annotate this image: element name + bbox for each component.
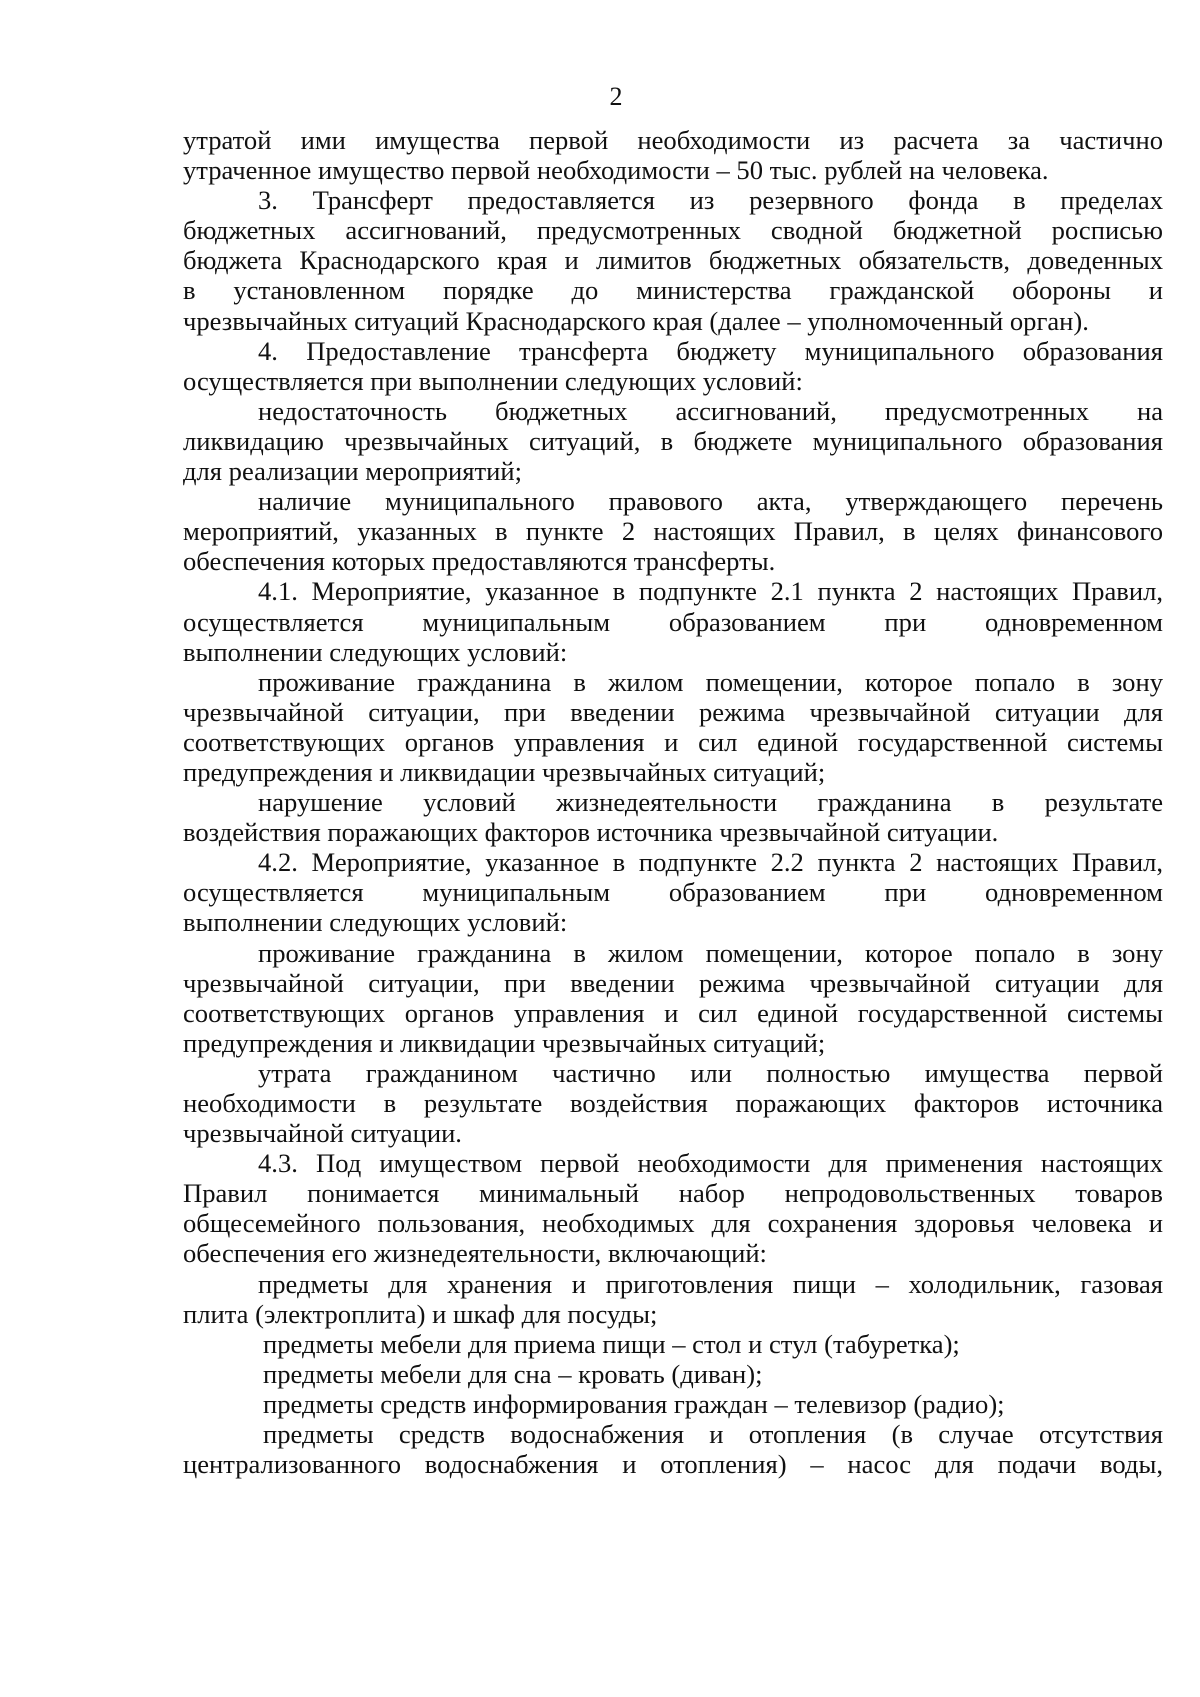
text-line: 3. Трансферт предоставляется из резервного фонда в пределах	[258, 185, 1163, 216]
text-line: бюджета Краснодарского края и лимитов бюджетных обязательств, доведенных	[183, 245, 1163, 276]
text-line: соответствующих органов управления и сил единой государственной системы	[183, 726, 1163, 757]
text-line: ликвидацию чрезвычайных ситуаций, в бюджете муниципального образования	[183, 425, 1163, 456]
text-line: мероприятий, указанных в пункте 2 настоящих Правил, в целях финансового	[183, 516, 1163, 547]
text-line: предметы мебели для приема пищи – стол и стул (табуретка);	[263, 1328, 960, 1359]
document-body	[183, 125, 1163, 1479]
text-line: 4. Предоставление трансферта бюджету муниципального образования	[258, 335, 1163, 366]
text-line: обеспечения его жизнедеятельности, включающий:	[183, 1238, 767, 1269]
text-line: общесемейного пользования, необходимых для сохранения здоровья человека и	[183, 1208, 1163, 1239]
text-line: утратой ими имущества первой необходимости из расчета за частично	[183, 125, 1163, 155]
text-line: выполнении следующих условий:	[183, 907, 568, 938]
text-line: недостаточность бюджетных ассигнований, предусмотренных на	[258, 395, 1163, 426]
text-line: предметы средств информирования граждан – телевизор (радио);	[263, 1388, 1005, 1419]
text-line: осуществляется муниципальным образованием при одновременном	[183, 877, 1163, 908]
text-line: предупреждения и ликвидации чрезвычайных ситуаций;	[183, 1027, 826, 1058]
text-line: чрезвычайной ситуации, при введении режима чрезвычайной ситуации для	[183, 696, 1163, 727]
text-line: предметы средств водоснабжения и отопления (в случае отсутствия	[263, 1419, 1163, 1450]
text-line: чрезвычайной ситуации, при введении режима чрезвычайной ситуации для	[183, 967, 1163, 998]
text-line: плита (электроплита) и шкаф для посуды;	[183, 1298, 658, 1329]
text-line: 4.1. Мероприятие, указанное в подпункте 2.1 пункта 2 настоящих Правил,	[258, 576, 1163, 607]
text-line: чрезвычайной ситуации.	[183, 1118, 462, 1149]
text-line: утраченное имущество первой необходимости – 50 тыс. рублей на человека.	[183, 155, 1049, 186]
text-line: наличие муниципального правового акта, утверждающего перечень	[258, 486, 1163, 517]
text-line: проживание гражданина в жилом помещении, которое попало в зону	[258, 666, 1163, 697]
text-line: чрезвычайных ситуаций Краснодарского края (далее – уполномоченный орган).	[183, 305, 1089, 336]
text-line: предметы мебели для сна – кровать (диван);	[263, 1358, 763, 1389]
text-line: 4.3. Под имуществом первой необходимости для применения настоящих	[258, 1148, 1163, 1179]
text-line: утрата гражданином частично или полностью имущества первой	[258, 1057, 1163, 1088]
text-line: в установленном порядке до министерства гражданской обороны и	[183, 275, 1163, 306]
text-line: обеспечения которых предоставляются трансферты.	[183, 546, 776, 577]
text-line: централизованного водоснабжения и отопления) – насос для подачи воды,	[183, 1449, 1163, 1480]
text-line: соответствующих органов управления и сил единой государственной системы	[183, 997, 1163, 1028]
text-line: для реализации мероприятий;	[183, 456, 522, 487]
text-line: осуществляется муниципальным образованием при одновременном	[183, 606, 1163, 637]
text-line: бюджетных ассигнований, предусмотренных сводной бюджетной росписью	[183, 215, 1163, 246]
text-line: выполнении следующих условий:	[183, 636, 568, 667]
text-line: 4.2. Мероприятие, указанное в подпункте 2.2 пункта 2 настоящих Правил,	[258, 847, 1163, 878]
text-line: осуществляется при выполнении следующих условий:	[183, 365, 803, 396]
page-number: 2	[609, 82, 623, 111]
text-line: нарушение условий жизнедеятельности гражданина в результате	[258, 787, 1163, 818]
text-line: необходимости в результате воздействия поражающих факторов источника	[183, 1088, 1163, 1118]
text-line: предупреждения и ликвидации чрезвычайных ситуаций;	[183, 756, 826, 787]
text-line: проживание гражданина в жилом помещении, которое попало в зону	[258, 937, 1163, 968]
text-line: воздействия поражающих факторов источника чрезвычайной ситуации.	[183, 817, 999, 848]
text-line: предметы для хранения и приготовления пищи – холодильник, газовая	[258, 1268, 1163, 1299]
text-line: Правил понимается минимальный набор непродовольственных товаров	[183, 1178, 1163, 1209]
